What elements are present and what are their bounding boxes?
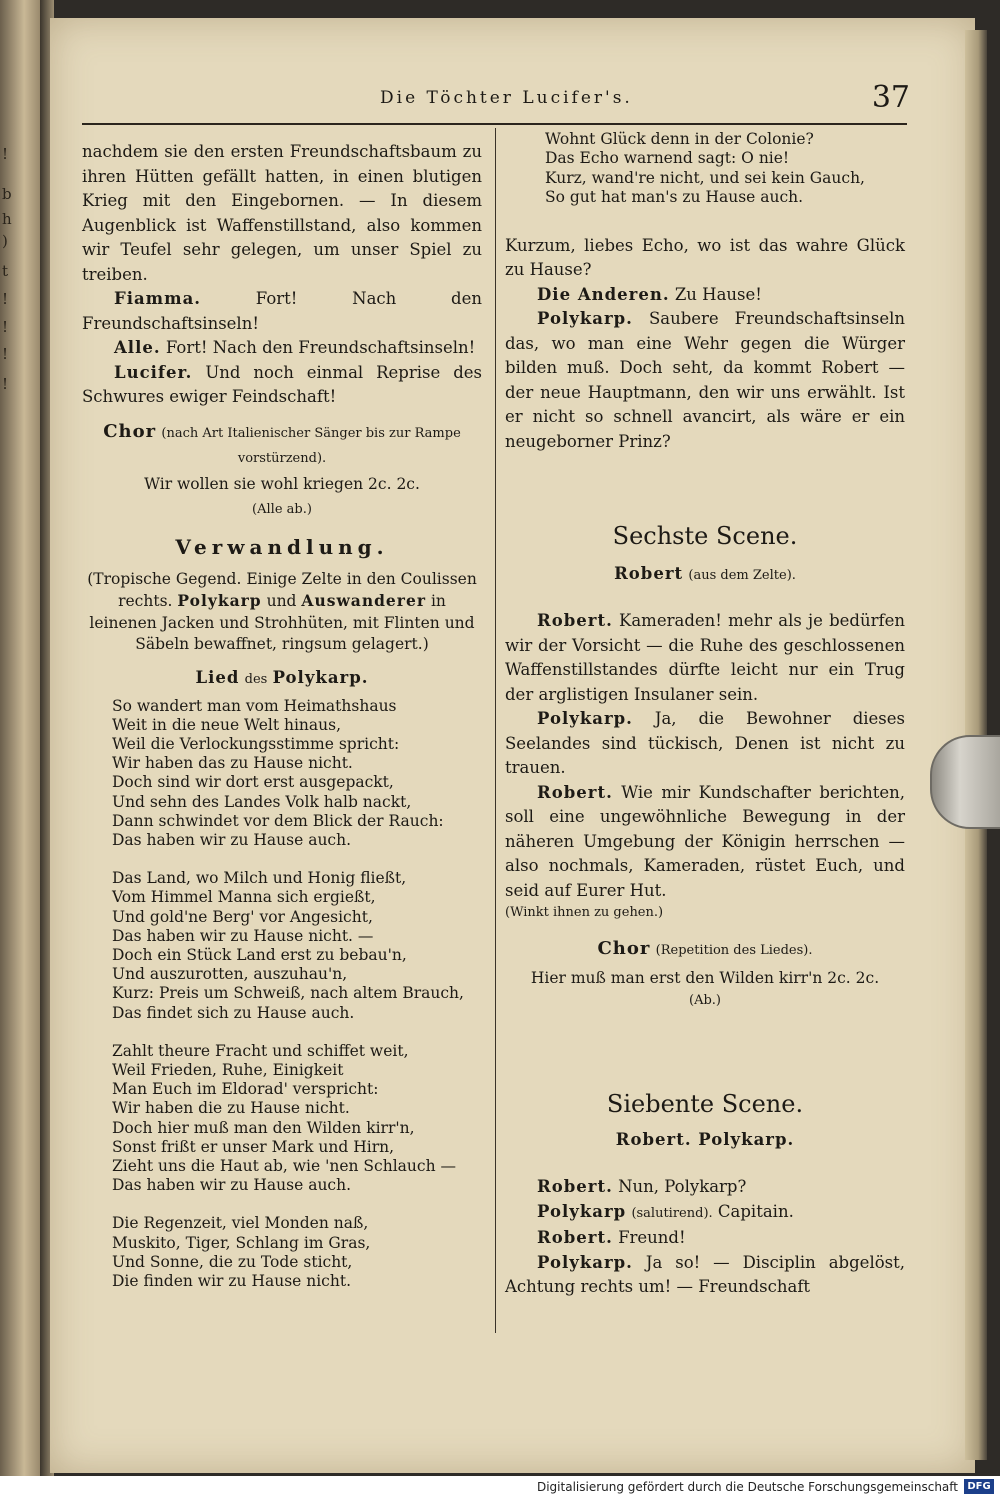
stage-direction: (Tropische Gegend. Einige Zelte in den Coulissen rechts. [87,569,477,610]
song-stanza [82,1042,482,1196]
funding-credit: Digitalisierung gefördert durch die Deutsche Forschungsgemeinschaft [536,1480,958,1494]
scene-title: Sechste Scene. [612,522,798,551]
dialogue-text: Kameraden! mehr als je bedürfen wir der Vorsicht — die Ruhe des geschlossenen Waffenstillstandes dürfte leicht nur ein Trug der arglistigen Insulaner sein. [505,611,905,704]
song-title [82,668,482,687]
verse-line: Und sehn des Landes Volk halb nackt, [112,792,412,811]
verse-line: Die Regenzeit, viel Monden naß, [112,1214,369,1233]
dialogue-line [505,1251,905,1300]
speaker-name: Polykarp [177,591,262,610]
verse-line: Und Sonne, die zu Tode sticht, [112,1252,353,1271]
running-header [380,80,910,120]
verse-line: Kurz, wand're nicht, und sei kein Gauch, [545,168,865,187]
verse-line: Das haben wir zu Hause nicht. — [112,926,374,945]
verse-line: Das Land, wo Milch und Honig fließt, [112,869,407,888]
verse-line: Das Echo warnend sagt: O nie! [545,149,790,168]
strip-fragment: ! [2,318,9,336]
verse-line: Und gold'ne Berg' vor Angesicht, [112,907,373,926]
speaker-name: Polykarp. [272,667,369,687]
dialogue-line [82,336,482,361]
speaker-name: Chor [103,420,157,442]
paragraph: Kurzum, liebes Echo, wo ist das wahre Glück zu Hause? [505,235,905,280]
strip-fragment: t [2,262,9,280]
header-rule [82,123,907,125]
chorus-direction [82,420,482,470]
dialogue-text: Ja, die Bewohner dieses Seelandes sind tückisch, Denen ist nicht zu trauen. [505,709,905,778]
stage-direction: (nach Art Italienischer Sänger bis zur Rampe vorstürzend). [161,425,461,466]
stage-direction: (salutirend). [631,1205,713,1221]
dialogue-text: Fort! Nach den Freundschaftsinseln! [165,338,476,357]
strip-fragment: ! [2,375,9,393]
digitization-footer [0,1476,1000,1498]
dialogue-text: Wie mir Kundschafter berichten, soll eine ungewöhnliche Bewegung in der näheren Umgebung der Königin herrschen — also nochmals, Kameraden, rüstet Euch, und seid auf Eurer Hut. [505,782,905,900]
speaker-name: Fiamma. [114,289,202,308]
song-label: des [244,671,268,687]
dialogue-text: Fort! Nach den Freundschaftsinseln! [82,289,482,333]
chorus-line: Hier muß man erst den Wilden kirr'n 2c. 2c. [530,969,880,988]
verse-line: So wandert man vom Heimathshaus [112,696,397,715]
strip-fragment: ! [2,345,9,363]
strip-fragment: b [2,185,12,203]
left-column [82,140,482,1291]
verse-line: Weit in die neue Welt hinaus, [112,715,342,734]
section-heading: Verwandlung. [175,534,389,559]
speaker-name: Lucifer. [114,362,193,382]
strip-fragment: ) [2,232,8,250]
speaker-name: Chor [597,938,651,960]
dialogue-line [82,361,482,410]
stage-direction-block [82,569,482,656]
verse-line: Weil die Verlockungsstimme spricht: [112,734,400,753]
dialogue-line [82,287,482,336]
speaker-name: Polykarp [537,1201,627,1221]
stage-direction: und [266,592,297,610]
speaker-name: Polykarp. [537,309,633,329]
strip-fragment: ! [2,145,9,163]
stage-direction: (Repetition des Liedes). [655,943,813,959]
right-column [505,130,905,1300]
strip-fragment: ! [2,290,9,308]
verse-line: Kurz: Preis um Schweiß, nach altem Brauch, [112,984,464,1003]
stage-direction: in leinenen Jacken und Strohhüten, mit Flinten und Säbeln bewaffnet, ringsum gelagert.) [89,592,475,653]
verse-line: Man Euch im Eldorad' verspricht: [112,1080,379,1099]
dialogue-line [505,1226,905,1251]
dialogue-text: Freund! [618,1228,686,1248]
speaker-name: Polykarp. [537,1252,633,1272]
song-label: Lied [195,667,240,687]
verse-line: Wir haben die zu Hause nicht. [112,1099,350,1118]
verse-line: Zieht uns die Haut ab, wie 'nen Schlauch — [112,1156,456,1175]
strip-fragment: h [2,210,12,228]
verse-line: Doch sind wir dort erst ausgepackt, [112,773,394,792]
dialogue-text: Nun, Polykarp? [618,1177,747,1197]
dialogue-line [505,781,905,904]
song-stanza [82,697,482,851]
chorus-direction [505,938,905,959]
dialogue-line [505,707,905,781]
verse-line: Doch hier muß man den Wilden kirr'n, [112,1118,415,1137]
verse-line: Muskito, Tiger, Schlang im Gras, [112,1233,371,1252]
dialogue-line [505,1200,905,1227]
chorus-line: Wir wollen sie wohl kriegen 2c. 2c. [144,474,420,493]
verse-line: Weil Frieden, Ruhe, Einigkeit [112,1060,344,1079]
speaker-name: Robert [614,564,684,584]
verse-line: Das haben wir zu Hause auch. [112,830,352,849]
verse-line: Sonst frißt er unser Mark und Hirn, [112,1137,395,1156]
speaker-name: Die Anderen. [537,284,670,304]
verse-line: Und auszurotten, auszuhau'n, [112,965,348,984]
dialogue-text: Ja so! — Disciplin abgelöst, Achtung rechts um! — Freundschaft [505,1252,906,1297]
speaker-name: Robert. [537,611,613,631]
speaker-name: Robert. [537,782,613,802]
verse-line: Zahlt theure Fracht und schiffet weit, [112,1041,409,1060]
column-divider [495,128,496,1333]
verse-line: Die finden wir zu Hause nicht. [112,1271,352,1290]
scene-title: Siebente Scene. [606,1090,804,1119]
stage-direction: (aus dem Zelte). [688,568,796,584]
verse-line: Wohnt Glück denn in der Colonie? [545,130,814,148]
speaker-name: Robert. [537,1177,613,1197]
dialogue-text: Und noch einmal Reprise des Schwures ewiger Feindschaft! [82,362,482,406]
adjacent-page-strip [0,0,44,1498]
verse-line: Das haben wir zu Hause auch. [112,1176,352,1195]
thumb-tab-marker [930,735,1000,829]
dialogue-line [505,1175,905,1200]
verse-line: Vom Himmel Manna sich ergießt, [112,888,376,907]
song-stanza [82,1214,482,1291]
speaker-name: Polykarp. [537,709,633,729]
dialogue-text: Capitain. [717,1201,794,1221]
speaker-name: Alle. [114,338,161,357]
verse-line: Wir haben das zu Hause nicht. [112,754,353,773]
verse-line: Doch ein Stück Land erst zu bebau'n, [112,945,407,964]
page-number: 37 [871,80,910,115]
verse-line: Dann schwindet vor dem Blick der Rauch: [112,811,444,830]
dialogue-line [505,307,905,454]
verse-line: So gut hat man's zu Hause auch. [545,188,804,207]
dialogue-text: Zu Hause! [674,284,762,304]
scene-cast [505,564,905,583]
song-stanza [82,869,482,1023]
paragraph: nachdem sie den ersten Freundschaftsbaum zu ihren Hütten gefällt hatten, in einen blutigen Krieg mit den Eingebornen. — In diesem Augenblick ist Waffenstillstand, also kommen wir Teufel sehr gelegen, um unser Spiel zu treiben. [82,142,482,284]
scene-cast: Robert. Polykarp. [615,1130,795,1150]
song-stanza [505,130,905,208]
exit-direction: (Ab.) [689,993,721,1009]
dialogue-text: Saubere Freundschaftsinseln das, wo man eine Wehr gegen die Würger bilden muß. Doch seht, da kommt Robert — der neue Hauptmann, den wir uns erwählt. Ist er nicht so schnell avancirt, als wäre er ein neugeborner Prinz? [505,309,906,451]
dialogue-line [505,283,905,308]
exit-direction: (Alle ab.) [252,501,312,517]
dfg-logo: DFG [964,1479,994,1494]
dialogue-line [505,609,905,707]
speaker-name: Auswanderer [301,591,426,610]
verse-line: Das findet sich zu Hause auch. [112,1003,355,1022]
stage-direction: (Winkt ihnen zu gehen.) [505,905,664,921]
running-title: Die Töchter Lucifer's. [380,88,633,108]
speaker-name: Robert. [537,1228,613,1248]
